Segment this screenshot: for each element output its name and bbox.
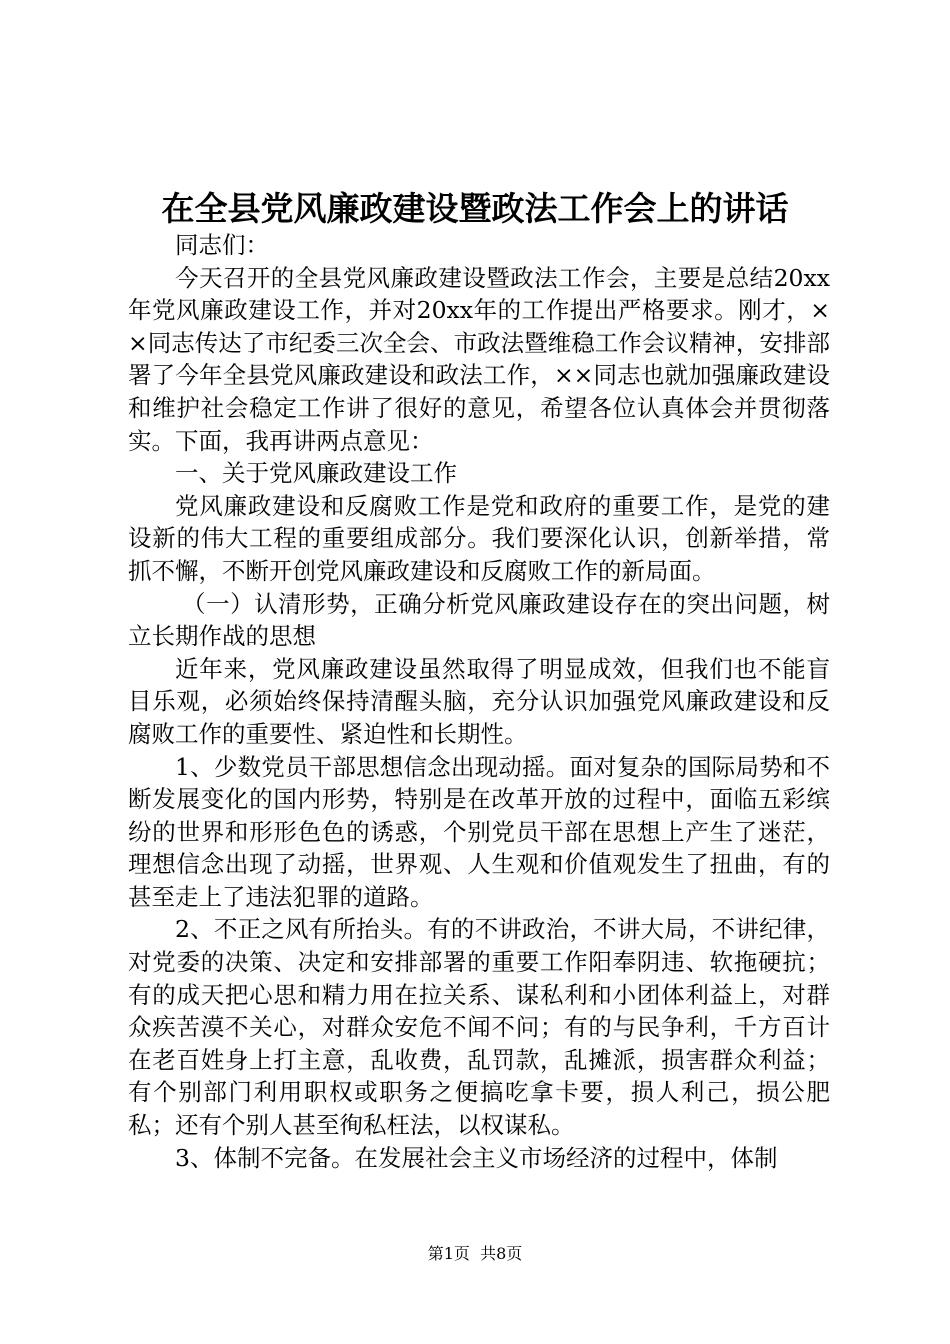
point-1-paragraph: 1、少数党员干部思想信念出现动摇。面对复杂的国际局势和不断发展变化的国内形势，特别是在改革开放的过程中，面临五彩缤纷的世界和形形色色的诱惑，个别党员干部在思想上产生了迷茫，理想信念出现了动摇，世界观、人生观和价值观发生了扭曲，有的甚至走上了违法犯罪的道路。 xyxy=(128,752,830,911)
subsection-heading: （一）认清形势，正确分析党风廉政建设存在的突出问题，树立长期作战的思想 xyxy=(128,589,830,651)
document-title: 在全县党风廉政建设暨政法工作会上的讲话 xyxy=(161,189,789,228)
section-paragraph: 党风廉政建设和反腐败工作是党和政府的重要工作，是党的建设新的伟大工程的重要组成部分。我们要深化认识，创新举措，常抓不懈，不断开创党风廉政建设和反腐败工作的新局面。 xyxy=(128,491,830,585)
intro-paragraph: 今天召开的全县党风廉政建设暨政法工作会，主要是总结20xx年党风廉政建设工作，并对20xx年的工作提出严格要求。刚才，××同志传达了市纪委三次全会、市政法暨维稳工作会议精神，安排部署了今年全县党风廉政建设和政法工作，××同志也就加强廉政建设和维护社会稳定工作讲了很好的意见，希望各位认真体会并贯彻落实。下面，我再讲两点意见： xyxy=(128,263,830,455)
page-footer: 第1页 共8页 xyxy=(427,1244,523,1263)
body-paragraph: 近年来，党风廉政建设虽然取得了明显成效，但我们也不能盲目乐观，必须始终保持清醒头脑，充分认识加强党风廉政建设和反腐败工作的重要性、紧迫性和长期性。 xyxy=(128,654,830,748)
document-body xyxy=(128,229,830,1174)
section-heading: 一、关于党风廉政建设工作 xyxy=(175,459,457,488)
salutation: 同志们： xyxy=(175,231,269,259)
point-2-paragraph: 2、不正之风有所抬头。有的不讲政治，不讲大局，不讲纪律，对党委的决策、决定和安排部署的重要工作阳奉阴违、软拖硬抗；有的成天把心思和精力用在拉关系、谋私利和小团体利益上，对群众疾苦漠不关心，对群众安危不闻不问；有的与民争利，千方百计在老百姓身上打主意，乱收费，乱罚款，乱摊派，损害群众利益；有个别部门利用职权或职务之便搞吃拿卡要，损人利己，损公肥私；还有个别人甚至徇私枉法，以权谋私。 xyxy=(128,915,830,1140)
point-3-paragraph: 3、体制不完备。在发展社会主义市场经济的过程中，体制 xyxy=(175,1143,778,1172)
